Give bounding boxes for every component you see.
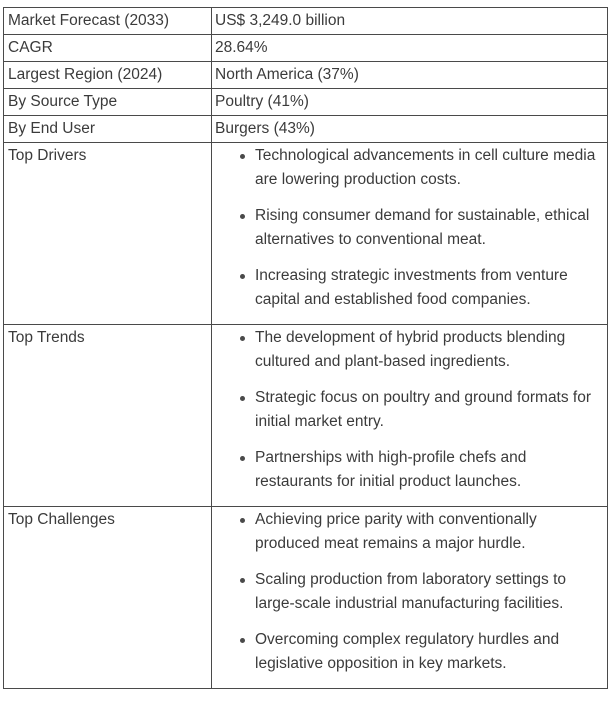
list-item-text: Rising consumer demand for sustainable, ethical alternatives to conventional meat. <box>255 207 590 248</box>
row-label: Market Forecast (2033) <box>4 8 212 35</box>
bullet-icon <box>240 578 245 583</box>
row-value: Poultry (41%) <box>212 89 608 116</box>
bullet-icon <box>240 214 245 219</box>
list-item <box>212 446 607 494</box>
list-item <box>212 386 607 434</box>
bullet-icon <box>240 336 245 341</box>
list-item-text: Achieving price parity with conventionally produced meat remains a major hurdle. <box>255 511 537 552</box>
list-item-text: The development of hybrid products blending cultured and plant-based ingredients. <box>255 329 566 370</box>
row-label: By Source Type <box>4 89 212 116</box>
bullet-icon <box>240 456 245 461</box>
list-item <box>212 144 607 192</box>
market-summary-table <box>3 7 608 689</box>
row-value: North America (37%) <box>212 62 608 89</box>
list-item-text: Overcoming complex regulatory hurdles and legislative opposition in key markets. <box>255 631 560 672</box>
list-item <box>212 628 607 676</box>
challenges-cell <box>212 507 608 689</box>
list-item-text: Scaling production from laboratory settings to large-scale industrial manufacturing facilities. <box>255 571 567 612</box>
drivers-cell <box>212 143 608 325</box>
table-row-cagr <box>4 35 608 62</box>
list-item-text: Partnerships with high-profile chefs and restaurants for initial product launches. <box>255 449 527 490</box>
table-row-top-trends <box>4 325 608 507</box>
trends-cell <box>212 325 608 507</box>
list-item <box>212 326 607 374</box>
bullet-icon <box>240 396 245 401</box>
trends-list <box>212 326 607 494</box>
bullet-icon <box>240 154 245 159</box>
list-item <box>212 264 607 312</box>
list-item <box>212 508 607 556</box>
table-row-market-forecast <box>4 8 608 35</box>
list-item <box>212 204 607 252</box>
row-label: Top Challenges <box>4 507 212 689</box>
challenges-list <box>212 508 607 676</box>
table-row-source-type <box>4 89 608 116</box>
row-label: CAGR <box>4 35 212 62</box>
list-item-text: Technological advancements in cell culture media are lowering production costs. <box>255 147 596 188</box>
bullet-icon <box>240 638 245 643</box>
drivers-list <box>212 144 607 312</box>
row-value: Burgers (43%) <box>212 116 608 143</box>
bullet-icon <box>240 518 245 523</box>
table-row-top-drivers <box>4 143 608 325</box>
list-item <box>212 568 607 616</box>
table-row-end-user <box>4 116 608 143</box>
bullet-icon <box>240 274 245 279</box>
row-label: Largest Region (2024) <box>4 62 212 89</box>
row-value: 28.64% <box>212 35 608 62</box>
list-item-text: Strategic focus on poultry and ground formats for initial market entry. <box>255 389 592 430</box>
table-row-largest-region <box>4 62 608 89</box>
row-label: Top Trends <box>4 325 212 507</box>
row-value: US$ 3,249.0 billion <box>212 8 608 35</box>
list-item-text: Increasing strategic investments from venture capital and established food companies. <box>255 267 568 308</box>
table-row-top-challenges <box>4 507 608 689</box>
row-label: By End User <box>4 116 212 143</box>
row-label: Top Drivers <box>4 143 212 325</box>
